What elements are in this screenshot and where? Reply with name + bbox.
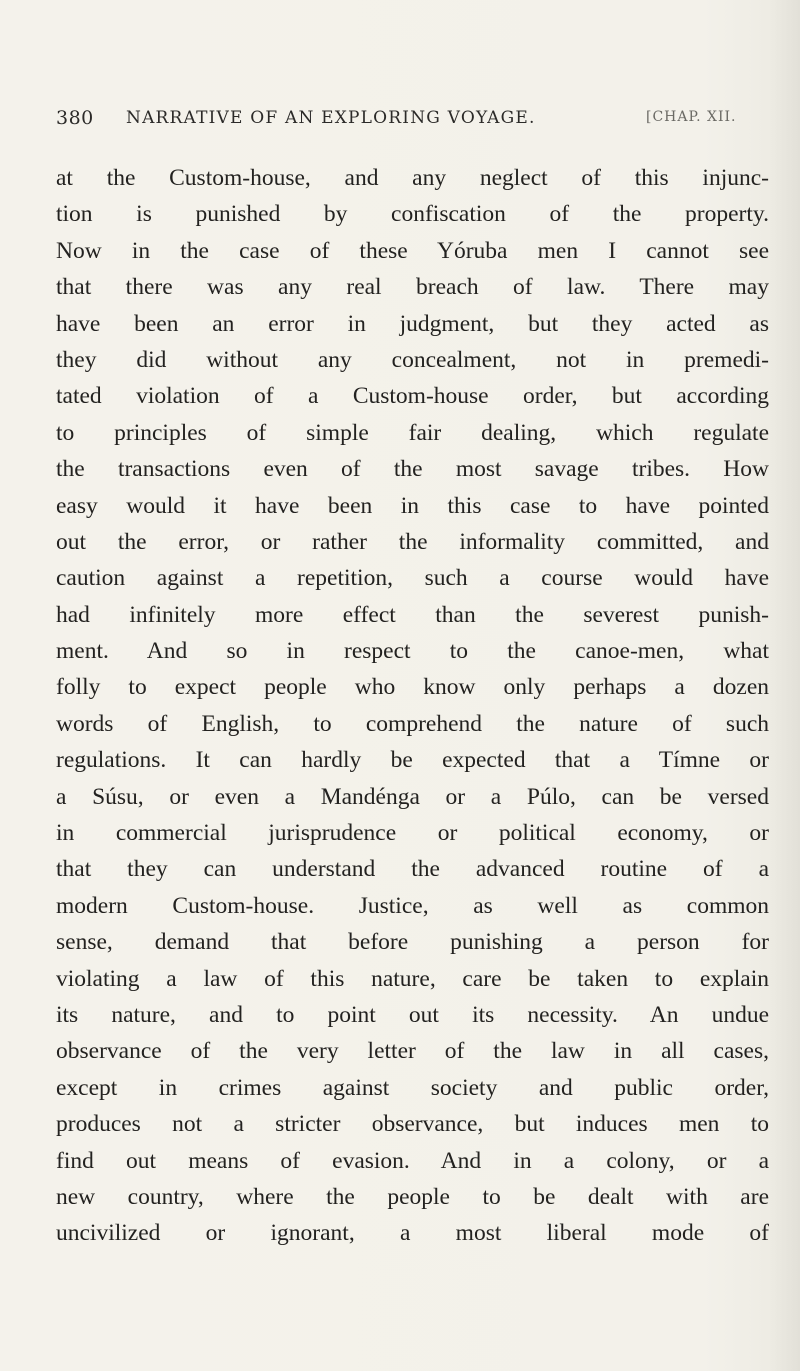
text-line: they did without any concealment, not in premedi- xyxy=(56,346,769,373)
text-line: the transactions even of the most savage tribes. How xyxy=(56,456,769,483)
text-line: tion is punished by confiscation of the property. xyxy=(56,201,769,228)
text-line: except in crimes against society and public order, xyxy=(56,1074,769,1101)
page-header xyxy=(56,107,768,147)
text-line: produces not a stricter observance, but induces men to xyxy=(56,1111,769,1138)
text-line: to principles of simple fair dealing, which regulate xyxy=(56,419,769,446)
text-line: violating a law of this nature, care be taken to explain xyxy=(56,965,769,992)
text-line: have been an error in judgment, but they acted as xyxy=(56,310,769,337)
text-line: folly to expect people who know only perhaps a dozen xyxy=(56,674,769,701)
text-line: at the Custom-house, and any neglect of this injunc- xyxy=(56,165,769,191)
text-line: sense, demand that before punishing a person for xyxy=(56,929,769,956)
text-line: words of English, to comprehend the nature of such xyxy=(56,710,769,737)
text-line: out the error, or rather the informality committed, and xyxy=(56,528,769,555)
running-head: NARRATIVE OF AN EXPLORING VOYAGE. xyxy=(126,108,536,128)
text-line: observance of the very letter of the law in all cases, xyxy=(56,1038,769,1065)
chapter-reference: [CHAP. XII. xyxy=(646,109,737,125)
text-line: that they can understand the advanced routine of a xyxy=(56,856,769,883)
text-line: Now in the case of these Yóruba men I cannot see xyxy=(56,237,769,264)
text-line: had infinitely more effect than the severest punish- xyxy=(56,601,769,628)
text-line: uncivilized or ignorant, a most liberal mode of xyxy=(56,1220,769,1247)
body-text xyxy=(56,160,769,1252)
text-line: a Súsu, or even a Mandénga or a Púlo, can be versed xyxy=(56,783,769,810)
text-line: its nature, and to point out its necessity. An undue xyxy=(56,1001,769,1028)
page-number: 380 xyxy=(56,107,94,129)
text-line: regulations. It can hardly be expected that a Tímne or xyxy=(56,747,769,774)
text-line: modern Custom-house. Justice, as well as common xyxy=(56,892,769,919)
text-line: easy would it have been in this case to have pointed xyxy=(56,492,769,519)
text-line: caution against a repetition, such a course would have xyxy=(56,565,769,592)
text-line: new country, where the people to be dealt with are xyxy=(56,1183,769,1210)
text-line: find out means of evasion. And in a colony, or a xyxy=(56,1147,769,1174)
text-line: tated violation of a Custom-house order, but according xyxy=(56,383,769,410)
text-line: in commercial jurisprudence or political economy, or xyxy=(56,820,769,847)
text-line: ment. And so in respect to the canoe-men, what xyxy=(56,638,769,665)
text-line: that there was any real breach of law. There may xyxy=(56,274,769,301)
